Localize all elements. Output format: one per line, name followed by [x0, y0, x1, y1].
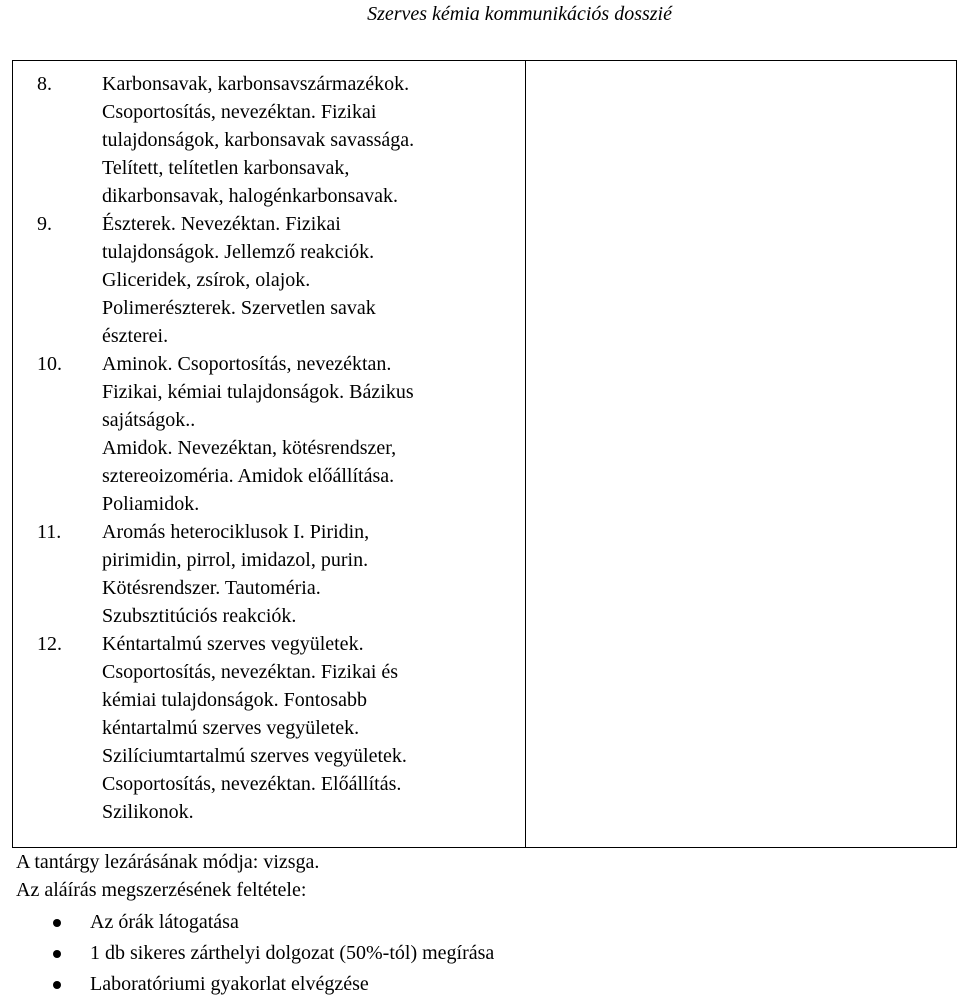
topic-number: 10. — [37, 353, 62, 375]
topic-line: Szilíciumtartalmú szerves vegyületek. — [102, 745, 407, 767]
column-divider — [525, 61, 526, 847]
topic-line: Csoportosítás, nevezéktan. Fizikai és — [102, 661, 399, 683]
topic-line: Szilikonok. — [102, 801, 194, 823]
requirement-list — [16, 907, 494, 1000]
topic-line: Szubsztitúciós reakciók. — [102, 605, 297, 627]
topic-line: kémiai tulajdonságok. Fontosabb — [102, 689, 367, 711]
requirement-text: Laboratóriumi gyakorlat elvégzése — [90, 973, 369, 995]
topic-line: pirimidin, pirrol, imidazol, purin. — [102, 549, 369, 571]
topic-line: Kéntartalmú szerves vegyületek. — [102, 633, 364, 655]
topic-line: kéntartalmú szerves vegyületek. — [102, 717, 360, 739]
topic-item — [13, 70, 525, 210]
topic-line: Aromás heterociklusok I. Piridin, — [102, 521, 370, 543]
requirement-item — [16, 907, 494, 938]
topic-line: Polimerészterek. Szervetlen savak — [102, 297, 376, 319]
topic-item — [13, 518, 525, 630]
requirement-item — [16, 969, 494, 1000]
topic-list — [13, 70, 525, 826]
topic-line: Fizikai, kémiai tulajdonságok. Bázikus — [102, 381, 414, 403]
topic-number: 12. — [37, 633, 62, 655]
topic-text — [102, 630, 525, 826]
course-requirements — [16, 848, 494, 1000]
topic-item — [13, 630, 525, 826]
syllabus-table — [12, 60, 957, 848]
page-header: Szerves kémia kommunikációs dosszié — [367, 3, 672, 25]
topic-text — [102, 518, 525, 630]
topic-number: 8. — [37, 73, 52, 95]
bullet-icon — [53, 919, 61, 927]
topic-line: Kötésrendszer. Tautoméria. — [102, 577, 321, 599]
bullet-icon — [53, 950, 61, 958]
topic-line: sztereoizoméria. Amidok előállítása. — [102, 465, 395, 487]
topic-line: Aminok. Csoportosítás, nevezéktan. — [102, 353, 392, 375]
topic-line: Csoportosítás, nevezéktan. Előállítás. — [102, 773, 402, 795]
topic-line: Telített, telítetlen karbonsavak, — [102, 157, 350, 179]
topic-line: Karbonsavak, karbonsavszármazékok. — [102, 73, 410, 95]
requirement-text: Az órák látogatása — [90, 911, 239, 933]
topic-text — [102, 350, 525, 518]
topic-line: Csoportosítás, nevezéktan. Fizikai — [102, 101, 377, 123]
topic-text — [102, 210, 525, 350]
topic-line: tulajdonságok, karbonsavak savassága. — [102, 129, 415, 151]
requirement-item — [16, 938, 494, 969]
bullet-icon — [53, 981, 61, 989]
topic-line: Gliceridek, zsírok, olajok. — [102, 269, 311, 291]
topic-line: Amidok. Nevezéktan, kötésrendszer, — [102, 437, 397, 459]
topic-number: 9. — [37, 213, 52, 235]
topic-line: észterei. — [102, 325, 169, 347]
topic-text — [102, 70, 525, 210]
topic-line: sajátságok.. — [102, 409, 196, 431]
topic-line: tulajdonságok. Jellemző reakciók. — [102, 241, 375, 263]
requirement-text: 1 db sikeres zárthelyi dolgozat (50%-tól) megírása — [90, 942, 495, 964]
topic-item — [13, 350, 525, 518]
topic-number: 11. — [37, 521, 62, 543]
topic-item — [13, 210, 525, 350]
topic-line: Észterek. Nevezéktan. Fizikai — [102, 213, 341, 235]
exam-method: A tantárgy lezárásának módja: vizsga. — [16, 851, 320, 873]
signature-condition: Az aláírás megszerzésének feltétele: — [16, 879, 307, 901]
topic-line: Poliamidok. — [102, 493, 200, 515]
topic-line: dikarbonsavak, halogénkarbonsavak. — [102, 185, 399, 207]
